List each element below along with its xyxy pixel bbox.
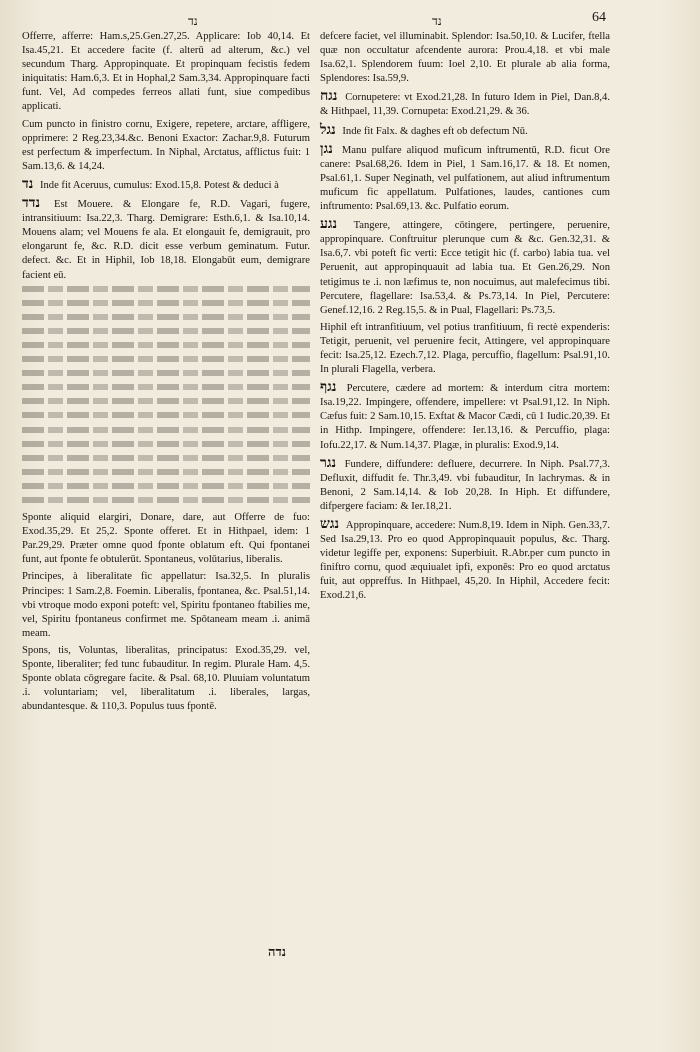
left-column (22, 30, 310, 717)
right-column (320, 30, 610, 607)
entry-aceruus (22, 177, 310, 193)
lemma-ngch: נגח (320, 88, 338, 105)
entry-falx (320, 123, 610, 139)
lemma-ngn: נגן (320, 140, 333, 157)
entry-mouere (22, 196, 310, 283)
lemma-nd: נד (22, 175, 34, 192)
entry-mouere-text: Est Mouere. & Elongare fe, R.D. Vagari, fugere, intransitiuum: Isa.22,3. Tharg. Demigrare: Esth.6,1. & Isa.10,14. Mouens alam; vel Mouens fe ala. Et elongauit fe, demigrauit, pro elongarunt fe, &c. R.D. dicit esse verbum geminatum. Futur. defect. &c. Et in Hiphil, Iob 18,18. Elongabūt eum, demigrare facient eū. (22, 199, 310, 281)
lemma-nga: נגע (320, 216, 338, 233)
entry-sponte: Sponte aliquid elargiri, Donare, dare, aut Offerre de fuo: Exod.35,29. Et 25,2. Sponte offeret. Et in Hithpael, idem: 1 Par.29,29. Præter omne quod fponte oblatum eft. Qui fpontanei funt, aut fponte fe obtulerūt. Spontaneus, volūtarius, liberalis. (22, 512, 310, 566)
entry-spons: Spons, tis, Voluntas, liberalitas, principatus: Exod.35,29. vel, Sponte, liberaliter; fed tunc fubauditur. In regim. Plurale Ham. 4,5. Sponte oblata cōgregare facite. & Psal. 68,10. Pluuiam voluntatum .i. voluntariam; vel, liberalitatum .i. liberales, largas, abundantesque. & 110,3. Populus tuus fpontē. (22, 644, 310, 713)
catchword: נדה (268, 944, 286, 959)
entry-principes: Principes, à liberalitate fic appellatur: Isa.32,5. In pluralis Principes: 1 Sam.2,8. Foemin. Liberalis, fpontanea, &c. Psal.51,14. vbi vtroque modo exponi poteft: vel, Spiritu fpontaneo ftabilies me, vel, Spiritu fpontaneus confirmet me. Spōtaneam meam .i. animā meam. (22, 571, 310, 639)
lemma-ngf: נגף (320, 379, 337, 396)
running-head (0, 10, 700, 28)
entry-cornupetere-text: Cornupetere: vt Exod.21,28. In futuro Idem in Piel, Dan.8,4. & Hithpael, 11,39. Cornupeta: Exod.21,29. & 36. (320, 92, 610, 118)
lemma-ngl: נגל (320, 121, 336, 138)
lemma-ndd: נדד (22, 195, 41, 212)
page-number: 64 (592, 10, 606, 25)
illegible-text-block (22, 286, 310, 503)
entry-cornupetere (320, 89, 610, 119)
running-head-middle: נד (432, 14, 442, 28)
running-head-left: נד (188, 14, 198, 28)
entry-splendor: defcere faciet, vel illuminabit. Splendor: Isa.50,10. & Lucifer, ftella quæ non occultatur afcendente aurora: Prou.4,18. et vbi male Isa.62,1. Splendorem fuum: Ioel 2,10. Et plurale ab alia forma, Splendores: Isa.59,9. (320, 31, 610, 85)
entry-percutere-text: Percutere, cædere ad mortem: & interdum citra mortem: Isa.19,22. Impingere, offendere, impellere: vt Psal.91,12. In Niph. Cæfus fuit: 2 Sam.10,15. Exftat & Macor Cædi, cū 1 Iudic.20,39. Et in Hithp. Impingere, offendere: Ier.13,16. & Percuffio, plaga: Iofu.22,17. & Num.14,37. Plagæ, in pluralis: Exod.9,14. (320, 383, 610, 451)
entry-aceruus-text: Inde fit Aceruus, cumulus: Exod.15,8. Potest & deduci à (39, 179, 279, 191)
lemma-ngsh: נגש (320, 516, 340, 532)
entry-exigere: Cum puncto in finistro cornu, Exigere, repetere, arctare, affligere, opprimere: 2 Reg.23,34.&c. Benoni Exactor: Zachar.9,8. Futurum est perfectum & imperfectum. In Niphal, Arctatus, afflictus fuit: 1 Sam.13,6. & 14,24. (22, 118, 310, 172)
entry-appropinquare-text: Appropinquare, accedere: Num.8,19. Idem in Niph. Gen.33,7. Sed Isa.29,13. Pro eo quod Appropinquauit populus, &c. Tharg. videtur legiffe per, exponens: Superbiuit. R.Abr.per cum puncto in finiftro cornu, quod æquiualet ipfi, exponēs: Pro eo quod arctatus fuit, aut oppreffus. In Hithpael, 45,20. In Hiphil, Accedere fecit: Exod.21,6. (320, 520, 610, 602)
entry-pulfare-text: Manu pulfare aliquod muficum inftrumentū, R.D. ficut Ore canere: Psal.68,26. Idem in Piel, 1 Sam.16,17. & 18. Et nomen, Psal.61,1. Super Neginath, vel pulfationem, aut aliud inftrumentum muficum fic appellatum. Pulfationes, laudes, cantiones cum inftrumento: Psal.69,13. &c. Pulfatio eorum. (320, 144, 610, 213)
entry-tangere-text: Tangere, attingere, cōtingere, pertingere, peruenire, appropinquare. Conftruitur plerunque cum & &c. Gen.32,31. & Isa.6,7. vbi poteft fic verti: Ecce tetigit hic (f. carbo) labia tua. vel Peruenit, aut appropinquauit ad labia tua. Et Gen.26,29. Non tetigimus te .i. non læfimus te, non nocuimus, aut malefecimus tibi. Percutere, flagellare: Isa.53,4. & Ps.73,14. In Piel, Percutere: Genef.12,16. 2 Reg.15,5. & in Pual, Flagellari: Ps.73,5. (320, 220, 611, 316)
entry-hiphil: Hiphil eft intranfitiuum, vel potius tranfitiuum, fi rectè expenderis: Tetigit, peruenit, vel peruenire fecit, Attingere, vel appropinquare fecit: Isa.25,12. Ezech.7,12. Plaga, percuffio, flagellum: Psal.91,10. In plurali Flagella, verbera. (320, 321, 610, 376)
entry-offerre: Offerre, afferre: Ham.s,25.Gen.27,25. Applicare: Iob 40,14. Et Isa.45,21. Et accedere facite (f. alterū ad alterum, &c.) vel secundum Tharg. Appropinquate. Et propinquam fecistis fedem iniquitatis: Ham.6,3. Et in Hophal,2 Sam.3,34. Appropinquare facti funt. Vel, Ad compedes ferreos allati funt, siue compedibus applicati. (22, 31, 310, 113)
entry-appropinquare (320, 517, 610, 604)
entry-pulfare (320, 142, 610, 214)
lemma-ngr: נגר (320, 454, 337, 471)
entry-falx-text: Inde fit Falx. & daghes eft ob defectum Nū. (342, 125, 528, 137)
entry-tangere (320, 217, 610, 318)
entry-percutere (320, 380, 610, 452)
entry-fundere-text: Fundere, diffundere: defluere, decurrere. In Niph. Psal.77,3. Defluxit, diffudit fe. Thr.3,49. vbi fubauditur, In lachrymas. & in Benoni, 2 Sam.14,14. & Iob 20,28. In Hiph. Et diffundere, difpergere faciam: & Ier.18,21. (320, 458, 610, 512)
entry-fundere (320, 456, 610, 514)
